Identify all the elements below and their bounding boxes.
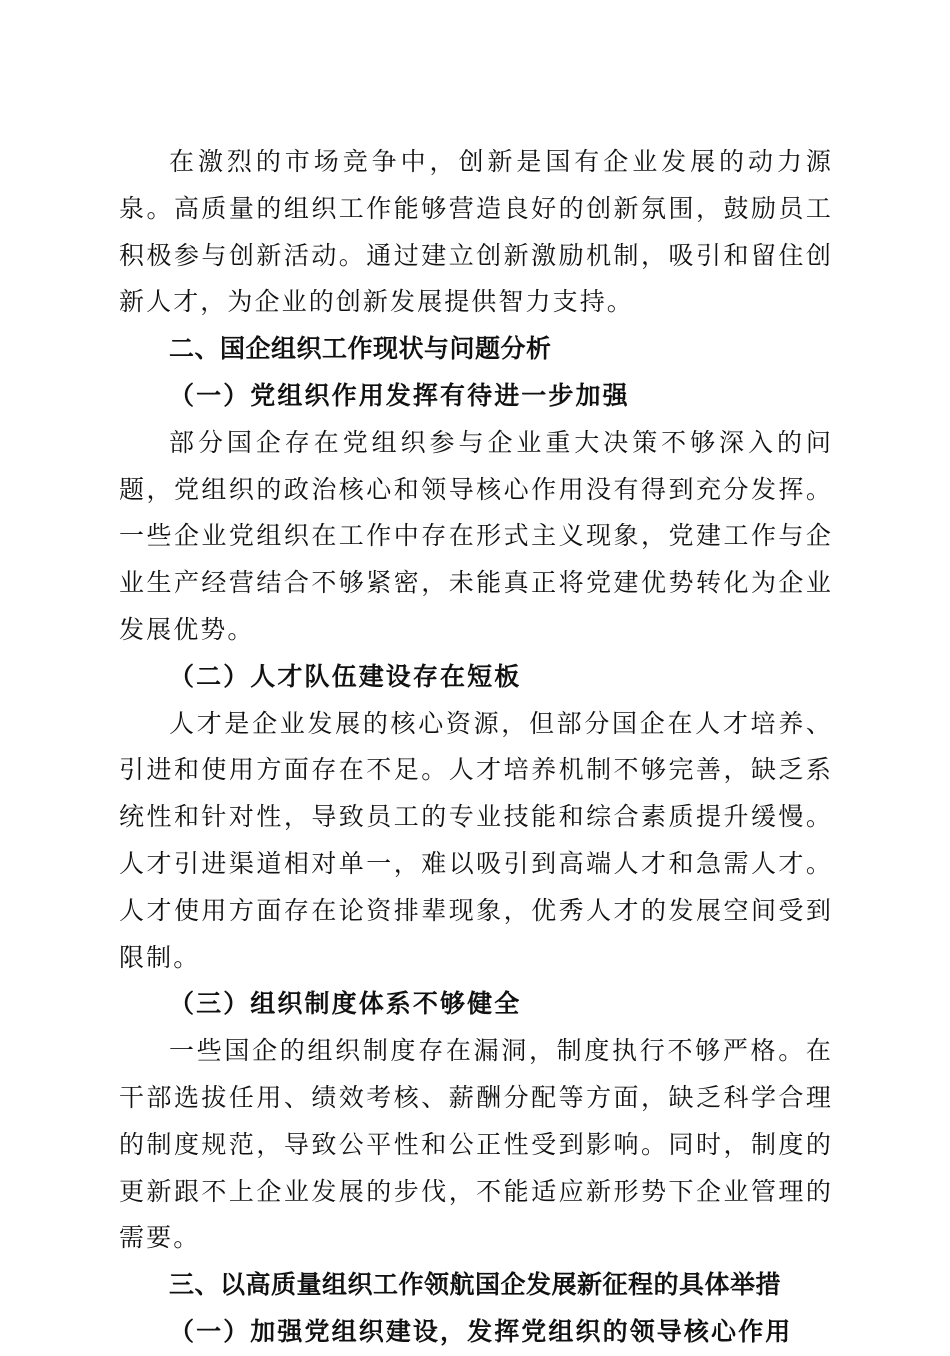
- subheading-system: （三）组织制度体系不够健全: [169, 989, 522, 1019]
- paragraph-talent-team: 人才是企业发展的核心资源，但部分国企在人才培养、引进和使用方面存在不足。人才培养机制不够完善，缺乏系统性和针对性，导致员工的专业技能和综合素质提升缓慢。人才引进渠道相对单一，难以吸引到高端人才和急需人才。人才使用方面存在论资排辈现象，优秀人才的发展空间受到限制。: [119, 708, 833, 972]
- document-body: [119, 139, 833, 1356]
- subheading-strengthen-party: （一）加强党组织建设，发挥党组织的领导核心作用: [169, 1316, 793, 1346]
- subheading-party-role: （一）党组织作用发挥有待进一步加强: [169, 380, 630, 410]
- section-heading-status-analysis: 二、国企组织工作现状与问题分析: [169, 334, 552, 364]
- subheading-talent-team: （二）人才队伍建设存在短板: [169, 661, 522, 691]
- section-heading-measures: 三、以高质量组织工作领航国企发展新征程的具体举措: [169, 1270, 782, 1300]
- paragraph-party-role: 部分国企存在党组织参与企业重大决策不够深入的问题，党组织的政治核心和领导核心作用没有得到充分发挥。一些企业党组织在工作中存在形式主义现象，党建工作与企业生产经营结合不够紧密，未能真正将党建优势转化为企业发展优势。: [119, 427, 833, 644]
- paragraph-system: 一些国企的组织制度存在漏洞，制度执行不够严格。在干部选拔任用、绩效考核、薪酬分配等方面，缺乏科学合理的制度规范，导致公平性和公正性受到影响。同时，制度的更新跟不上企业发展的步伐，不能适应新形势下企业管理的需要。: [119, 1036, 833, 1253]
- paragraph-innovation: 在激烈的市场竞争中，创新是国有企业发展的动力源泉。高质量的组织工作能够营造良好的创新氛围，鼓励员工积极参与创新活动。通过建立创新激励机制，吸引和留住创新人才，为企业的创新发展提供智力支持。: [119, 147, 833, 317]
